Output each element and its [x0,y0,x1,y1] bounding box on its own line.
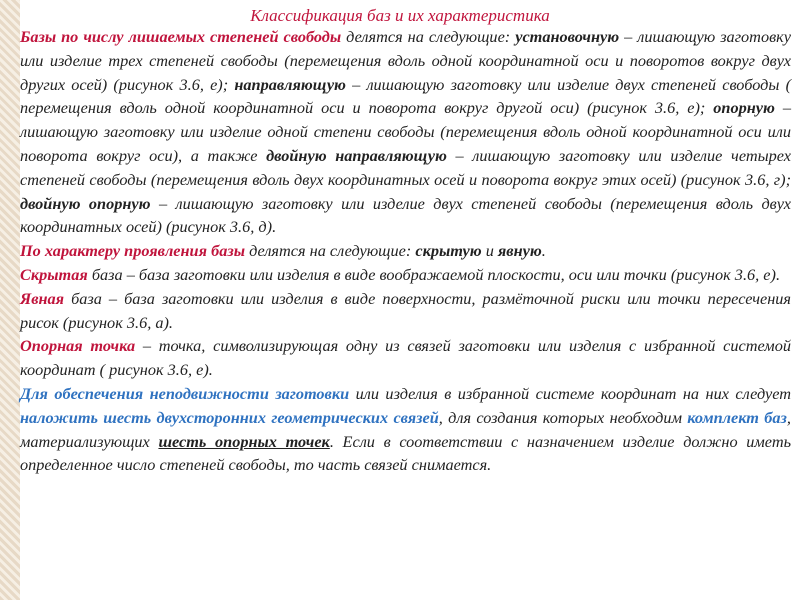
text-run: , материализующих [20,407,791,451]
term-dvoinaya-napravlyayushchaya: двойную направляющую [266,145,447,165]
heading-phrase: По характеру проявления базы [20,241,245,261]
paragraph-support-point [20,334,791,382]
text-run: . [541,241,546,261]
key-phrase-base-set: комплект баз [687,407,787,427]
key-phrase-six-points: шесть опорных точек [158,431,330,451]
text-run: . Если в соответствии с назначением изделие должно иметь определенное число степеней свободы, то часть связей снимается. [20,431,791,475]
term-skrytaya: скрытую [415,241,482,261]
paragraph-bases-by-manifestation [20,239,791,263]
text-run: база – база заготовки или изделия в виде поверхности, размёточной риски или точки пересечения рисок (рисунок 3.6, а). [20,288,791,332]
paragraph-hidden-base [20,263,791,287]
text-run: делятся на следующие: [245,241,416,261]
term-explicit: Явная [20,288,65,308]
text-run: – лишающую заготовку или изделие четырех степеней свободы (перемещения вдоль двух координатных осей и поворота вокруг этих осей) (рисунок 3.6, г); [20,145,791,189]
decorative-stripe-border [0,0,20,600]
term-ustanovochnaya: установочную [515,27,620,46]
text-run: , для создания которых необходим [438,407,688,427]
paragraph-bases-by-freedom [20,25,791,239]
term-dvoinaya-opornaya: двойную опорную [20,193,151,213]
text-run: – лишающую заготовку или изделие двух степеней свободы (перемещения вдоль двух координатных осей) (рисунок 3.6, д). [20,193,791,237]
term-opornaya: опорную [713,98,775,118]
text-run: делятся на следующие: [341,27,516,46]
document-body [20,25,791,477]
term-yavnaya: явную [497,241,542,261]
term-support-point: Опорная точка [20,336,136,356]
text-run: – точка, символизирующая одну из связей заготовки или изделия с избранной системой координат ( рисунок 3.6, е). [20,336,791,380]
text-run: – лишающую заготовку или изделие одной степени свободы (перемещения вдоль одной координатной оси или поворота вокруг оси), а также [20,98,791,165]
paragraph-immobility [20,382,791,477]
text-run: – лишающую заготовку или изделие трех степеней свободы (перемещения вдоль одной координатной оси и поворотов вокруг двух других осей) (рисунок 3.6, е); [20,27,791,94]
paragraph-explicit-base [20,287,791,335]
heading-phrase: Базы по числу лишаемых степеней свободы [20,27,342,46]
term-hidden: Скрытая [20,264,88,284]
text-run: и [481,241,498,261]
text-run: база – база заготовки или изделия в виде воображаемой плоскости, оси или точки (рисунок 3.6, е). [87,264,781,284]
term-napravlyayushchaya: направляющую [234,74,346,94]
heading-phrase: Для обеспечения неподвижности заготовки [20,383,350,403]
text-run: – лишающую заготовку или изделие двух степеней свободы ( перемещения вдоль одной координатной оси и поворота вокруг другой оси) (рисунок 3.6, е); [20,74,791,118]
key-phrase-six-links: наложить шесть двухсторонних геометрических связей [20,407,439,427]
page-title: Классификация баз и их характеристика [250,6,550,25]
text-run: или изделия в избранной системе координат на них следует [349,383,791,403]
